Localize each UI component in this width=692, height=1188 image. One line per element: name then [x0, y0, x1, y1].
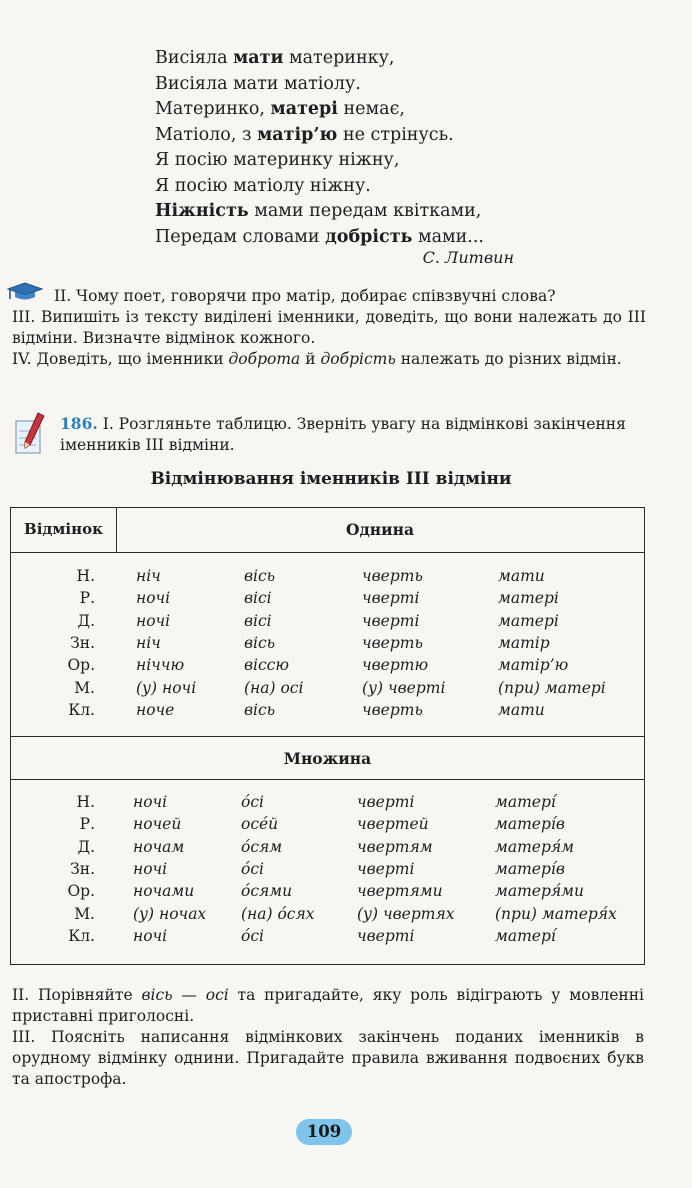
word-form: чверть	[362, 567, 423, 585]
poem-author: С. Литвин	[422, 248, 514, 267]
word-form: ночі	[136, 589, 171, 608]
question-4-text: належать до різних відмін.	[395, 350, 622, 368]
word-form: вісі	[244, 589, 272, 608]
table-row	[11, 905, 644, 927]
task-questions	[12, 286, 646, 370]
poem-text: Я посію материнку ніжну,	[155, 150, 400, 170]
poem-text: немає,	[337, 99, 405, 119]
task-bottom-2	[12, 985, 644, 1027]
poem-line	[155, 97, 484, 123]
case-label: Р.	[79, 589, 95, 608]
poem-text: Я посію матіолу ніжну.	[155, 175, 371, 196]
word-form: (при) матеря́х	[495, 904, 617, 923]
word-form: матері́в	[495, 815, 565, 834]
word-form: ночі	[133, 926, 168, 945]
question-2: II. Чому поет, говорячи про матір, добирає співзвучні слова?	[54, 287, 556, 305]
table-row	[11, 589, 644, 611]
word-form: чверті	[357, 793, 415, 811]
word-form: матері́	[495, 793, 556, 811]
word-form: óсі	[241, 859, 264, 878]
table-row	[11, 679, 644, 701]
poem-line	[155, 72, 484, 98]
word-form: вісь	[244, 567, 276, 585]
table-row	[11, 634, 644, 656]
word-form: óсям	[241, 837, 283, 856]
poem-text: Передам словами	[155, 226, 326, 247]
table-row	[11, 793, 644, 815]
table-row	[11, 860, 644, 882]
word-form: віссю	[244, 656, 289, 675]
word-form: óсі	[241, 926, 264, 945]
poem-line	[155, 174, 484, 200]
word-form: вісі	[244, 611, 272, 630]
poem-text: Матіоло, з	[155, 124, 258, 145]
poem-text: Материнко,	[155, 99, 271, 119]
word-form: чверть	[362, 700, 423, 719]
poem-line	[155, 199, 484, 225]
word-form: (на) осі	[244, 678, 304, 697]
word-form: матеря́м	[495, 837, 574, 856]
header-plural: Множина	[283, 749, 372, 768]
poem-text: мами передам квітками,	[248, 201, 482, 221]
word-form: чвертей	[357, 815, 429, 834]
table-row	[11, 882, 644, 904]
table-title: Відмінювання іменників III відміни	[150, 469, 512, 489]
poem-text: материнку,	[283, 48, 395, 68]
question-3: III. Випишіть із тексту виділені іменники, доведіть, що вони належать до III відміни. Визначте відмінок кожного.	[12, 308, 646, 347]
word-form: матір’ю	[498, 656, 569, 675]
header-case: Відмінок	[24, 520, 103, 538]
word-form: чвертями	[357, 882, 443, 901]
question-4	[12, 349, 646, 370]
word-form: чверті	[357, 859, 415, 878]
highlighted-word: матері	[270, 99, 338, 119]
case-label: Ор.	[67, 656, 95, 675]
table-row	[11, 701, 644, 723]
word-form: матеря́ми	[495, 882, 584, 901]
poem-text: Висіяла	[155, 48, 234, 68]
word-dobrist: добрість	[320, 350, 396, 368]
exercise-text: І. Розгляньте таблицю. Зверніть увагу на відмінкові закінчення іменників III відміни.	[60, 415, 626, 454]
poem-text: мами...	[412, 226, 484, 247]
highlighted-word: добрість	[325, 226, 413, 247]
word-form: (при) матері	[498, 678, 606, 697]
highlighted-word: мати	[233, 48, 284, 68]
highlighted-word: Ніжність	[155, 201, 249, 221]
case-label: Д.	[77, 837, 95, 856]
word-form: ночі	[133, 859, 168, 878]
table-row	[11, 656, 644, 678]
case-label: М.	[74, 904, 95, 923]
declension-table	[10, 507, 645, 965]
exercise-186	[60, 413, 648, 456]
question-4-text: IV. Доведіть, що іменники	[12, 350, 229, 368]
poem-text: Висіяла мати матіолу.	[155, 73, 361, 94]
table-row	[11, 612, 644, 634]
word-form: ночі	[136, 611, 171, 630]
word-form: матір	[498, 633, 550, 652]
pen-writing-icon	[14, 411, 48, 457]
poem-line	[155, 225, 484, 251]
word-form: мати	[498, 567, 545, 585]
word-form: вісь	[244, 700, 276, 719]
case-label: Зн.	[70, 859, 95, 878]
poem-text: не стрінусь.	[337, 124, 454, 145]
word-osi: осі	[205, 986, 229, 1004]
word-form: осéй	[241, 815, 279, 834]
word-form: матері́	[495, 926, 556, 945]
word-form: ніч	[136, 633, 161, 652]
table-row	[11, 838, 644, 860]
question-4-text: й	[300, 350, 321, 368]
table-row	[11, 567, 644, 589]
task-bottom-text: та пригадайте, яку роль відіграють у мовленні приставні приголосні.	[12, 986, 645, 1025]
poem	[155, 46, 484, 250]
word-form: мати	[498, 700, 545, 719]
word-dobrota: доброта	[228, 350, 301, 368]
word-form: ніччю	[136, 656, 185, 675]
word-form: (у) ночах	[133, 904, 207, 923]
case-label: Р.	[79, 815, 95, 834]
word-form: (у) чвертях	[357, 904, 455, 923]
word-form: (на) óсях	[241, 904, 315, 923]
table-row	[11, 815, 644, 837]
case-label: Кл.	[68, 926, 95, 945]
poem-line	[155, 123, 484, 149]
word-form: óсі	[241, 793, 264, 811]
task-bottom	[12, 985, 644, 1090]
case-label: Н.	[76, 793, 95, 811]
case-label: Зн.	[70, 633, 95, 652]
task-bottom-text: II. Порівняйте	[12, 986, 142, 1004]
word-form: ноче	[136, 700, 175, 719]
header-singular: Однина	[345, 520, 415, 539]
table-divider	[11, 779, 644, 780]
word-form: чверть	[362, 633, 423, 652]
word-vis: вісь	[141, 986, 173, 1004]
word-form: ночами	[133, 882, 195, 901]
word-form: матері́в	[495, 859, 565, 878]
case-label: Ор.	[67, 882, 95, 901]
word-form: ніч	[136, 567, 161, 585]
case-label: Н.	[76, 567, 95, 585]
exercise-number: 186.	[60, 414, 98, 433]
word-form: (у) ночі	[136, 678, 197, 697]
task-bottom-3: III. Поясніть написання відмінкових закінчень поданих іменників в орудному відмінку однини. Пригадайте правила вживання подвоєних букв та апострофа.	[12, 1028, 644, 1088]
word-form: чвертям	[357, 837, 433, 856]
highlighted-word: матір’ю	[257, 124, 338, 145]
poem-line	[155, 46, 484, 72]
case-label: Кл.	[68, 700, 95, 719]
table-row	[11, 927, 644, 949]
word-form: ночі	[133, 793, 168, 811]
word-form: чверті	[362, 589, 420, 608]
case-label: Д.	[77, 611, 95, 630]
word-form: матері	[498, 611, 559, 630]
page-number: 109	[296, 1119, 352, 1145]
word-form: óсями	[241, 882, 293, 901]
word-form: матері	[498, 589, 559, 608]
poem-line	[155, 148, 484, 174]
word-form: ночей	[133, 815, 182, 834]
word-form: чвертю	[362, 656, 429, 675]
task-bottom-text: —	[172, 986, 206, 1004]
word-form: чверті	[362, 611, 420, 630]
word-form: (у) чверті	[362, 678, 446, 697]
table-divider	[11, 736, 644, 737]
case-label: М.	[74, 678, 95, 697]
word-form: ночам	[133, 837, 185, 856]
word-form: чверті	[357, 926, 415, 945]
word-form: вісь	[244, 633, 276, 652]
